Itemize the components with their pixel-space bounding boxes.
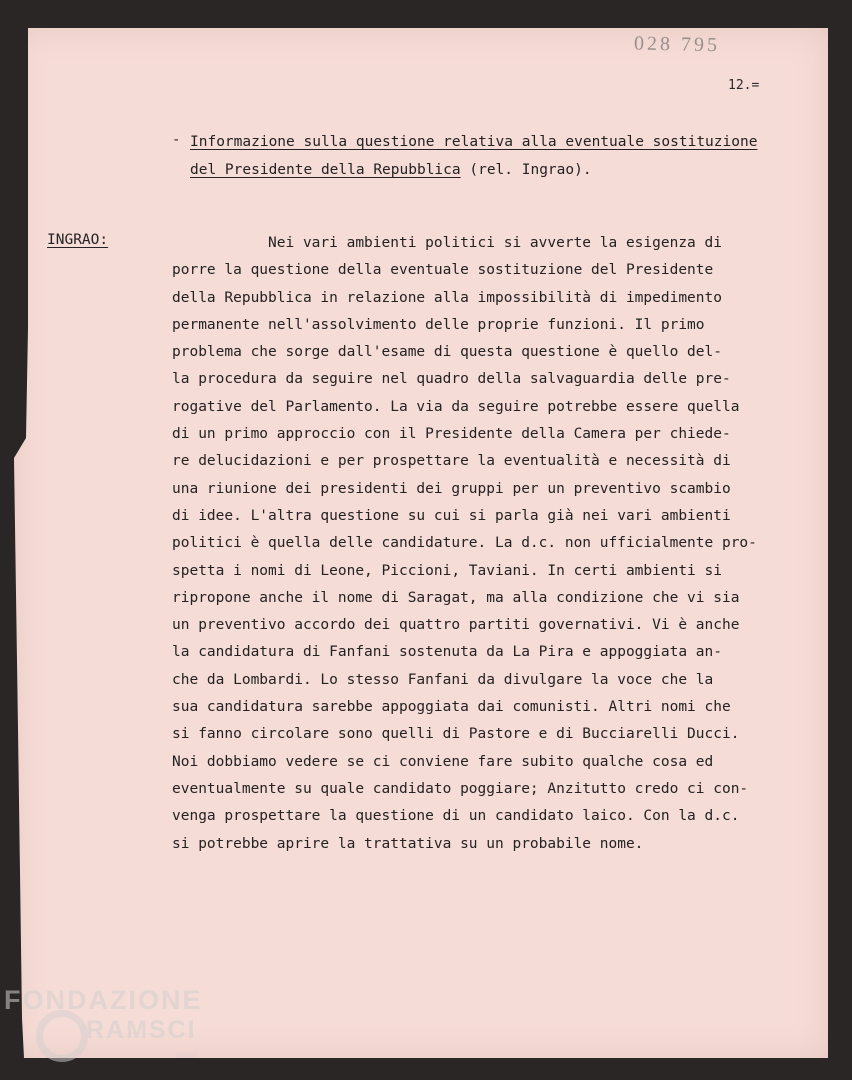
body-line: la candidatura di Fanfani sostenuta da La Pira e appoggiata an-: [172, 644, 722, 661]
body-line: rogative del Parlamento. La via da seguire potrebbe essere quella: [172, 398, 740, 415]
body-line: si potrebbe aprire la trattativa su un probabile nome.: [172, 835, 644, 852]
body-text: [172, 230, 822, 858]
watermark-onlus: onlus: [176, 1050, 198, 1060]
page-number: 12.=: [728, 78, 760, 93]
watermark-g-logo-icon: [36, 1010, 88, 1062]
body-line: ripropone anche il nome di Saragat, ma alla condizione che vi sia: [172, 589, 740, 606]
body-line: di un primo approccio con il Presidente della Camera per chiede-: [172, 426, 731, 443]
body-line: la procedura da seguire nel quadro della salvaguardia delle pre-: [172, 371, 731, 388]
body-line: Noi dobbiamo vedere se ci conviene fare subito qualche cosa ed: [172, 753, 714, 770]
body-line: una riunione dei presidenti dei gruppi per un preventivo scambio: [172, 480, 731, 497]
watermark-gramsci: RAMSCI: [86, 1016, 197, 1044]
body-line: porre la questione della eventuale sostituzione del Presidente: [172, 262, 714, 279]
body-line: si fanno circolare sono quelli di Pastore e di Bucciarelli Ducci.: [172, 726, 740, 743]
body-line: che da Lombardi. Lo stesso Fanfani da divulgare la voce che la: [172, 671, 714, 688]
body-line: venga prospettare la questione di un candidato laico. Con la d.c.: [172, 808, 740, 825]
watermark-fondazione: FONDAZIONE: [4, 985, 203, 1015]
body-line: problema che sorge dall'esame di questa questione è quello del-: [172, 344, 722, 361]
body-line: politici è quella delle candidature. La d.c. non ufficialmente pro-: [172, 535, 757, 552]
heading-line-1: Informazione sulla questione relativa alla eventuale sostituzione: [190, 134, 758, 150]
body-line: di idee. L'altra questione su cui si parla già nei vari ambienti: [172, 507, 731, 524]
heading-line-2-rest: (rel. Ingrao).: [460, 162, 592, 178]
body-line: Nei vari ambienti politici si avverte la esigenza di: [172, 235, 722, 251]
body-line: re delucidazioni e per prospettare la eventualità e necessità di: [172, 453, 731, 470]
body-line: spetta i nomi di Leone, Piccioni, Taviani. In certi ambienti si: [172, 562, 722, 579]
section-heading: [190, 128, 830, 184]
speaker-label: INGRAO:: [47, 232, 109, 248]
heading-dash: -: [172, 132, 181, 148]
body-line: sua candidatura sarebbe appoggiata dai comunisti. Altri nomi che: [172, 699, 731, 716]
archive-number: 028 795: [633, 32, 721, 57]
body-line: eventualmente su quale candidato poggiare; Anzitutto credo ci con-: [172, 780, 749, 797]
body-line: della Repubblica in relazione alla impossibilità di impedimento: [172, 289, 722, 306]
body-line: un preventivo accordo dei quattro partiti governativi. Vi è anche: [172, 617, 740, 634]
heading-line-2-underlined: del Presidente della Repubblica: [190, 162, 461, 178]
body-line: permanente nell'assolvimento delle proprie funzioni. Il primo: [172, 316, 705, 333]
